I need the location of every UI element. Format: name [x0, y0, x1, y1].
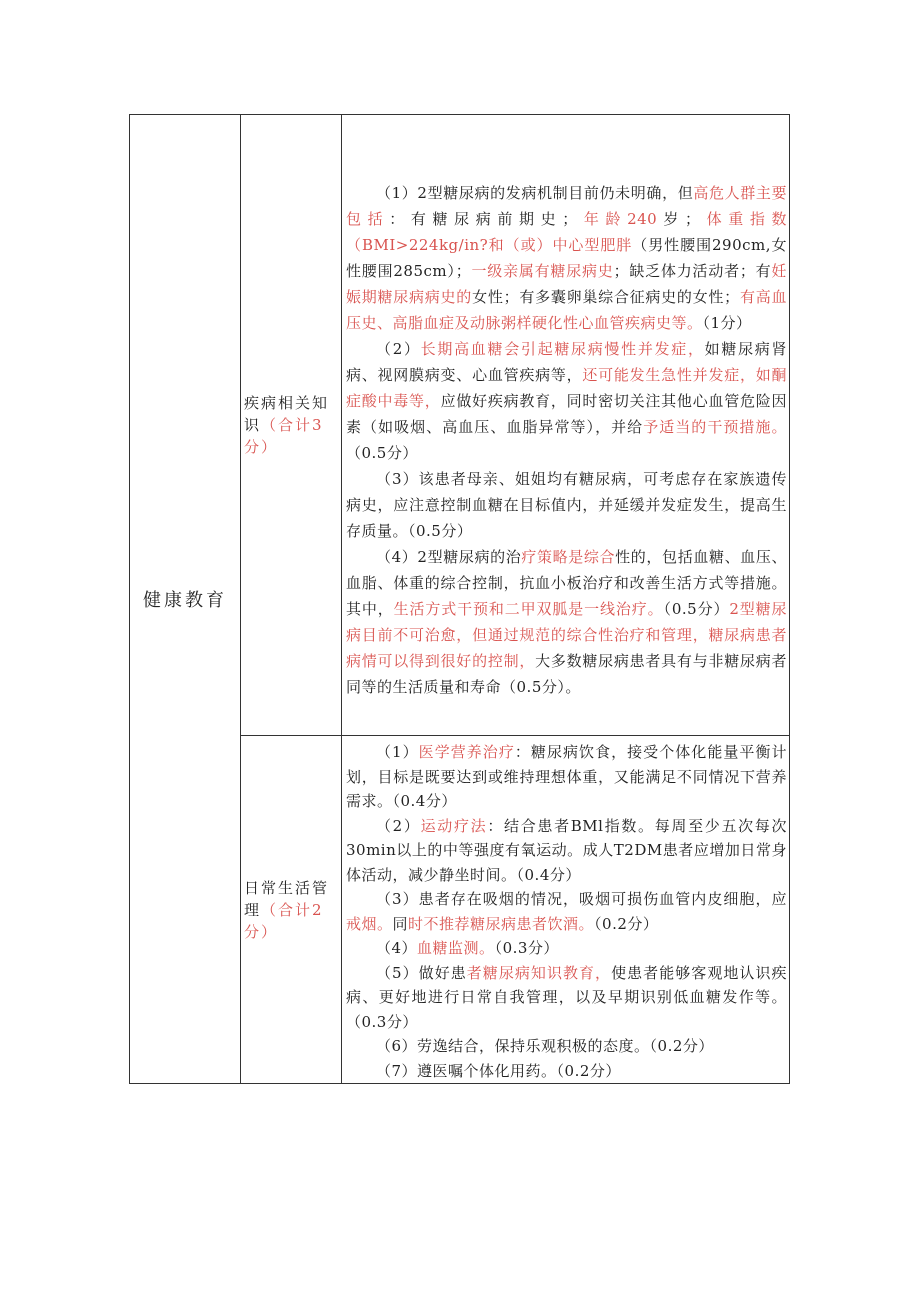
body-text: 女性；有多囊卵巢综合征病史的女性；: [472, 288, 740, 306]
body-text: 使患者能够客观地认识疾病、更好地进行日常自我管理，以及早期识别低血糖发作等。（0.3分）: [346, 963, 787, 1031]
paragraph-5: [346, 961, 787, 1035]
highlight-text: 戒烟。: [346, 914, 393, 933]
highlight-text: 长期高血糖会引起糖尿病慢性并发症，: [420, 340, 705, 358]
paragraph-6: [346, 1034, 787, 1059]
highlight-text: 妊娠期糖尿病病史的: [346, 262, 787, 306]
paragraph-4: [346, 544, 787, 700]
paragraph-2: [346, 336, 787, 466]
body-text: （4）: [376, 939, 418, 957]
paragraph-7: [346, 1059, 787, 1084]
body-text: 岁；: [657, 210, 701, 228]
paragraph-1: [346, 740, 787, 814]
row-head-score: （合计3分）: [244, 416, 324, 456]
body-text: （5）做好患: [376, 963, 467, 982]
body-text: （0.2分）: [594, 914, 659, 933]
body-text: （1）: [376, 743, 419, 761]
body-text: ：糖尿病饮食，接受个体化能量平衡计划，目标是既要达到或维持理想体重，又能满足不同情况下营养需求。（0.4分）: [346, 743, 787, 810]
body-text: （1分）: [702, 314, 752, 332]
paragraph-2: [346, 814, 787, 888]
row-head-score: （合计2分）: [244, 900, 324, 941]
highlight-text: 还可能发生急性并发症，如酮症酸中毒等，: [346, 366, 787, 410]
paragraph-4: [346, 936, 787, 961]
body-text: ；缺乏体力活动者；有: [613, 262, 772, 280]
highlight-text: 体重指数（BMI>224kg/in?和（或）中心型肥胖: [346, 210, 787, 254]
paragraph-3: [346, 466, 787, 544]
body-text: ：有糖尿病前期史；: [389, 210, 578, 228]
highlight-text: 高危人群主要包括: [346, 184, 787, 228]
body-text: （2）: [376, 816, 421, 835]
row-head-label: 疾病相关知识: [244, 394, 330, 434]
body-text: （7）遵医嘱个体化用药。（0.2分）: [376, 1061, 621, 1080]
highlight-text: 有高血压史、高脂血症及动脉粥样硬化性心血管疾病史等。: [346, 288, 787, 332]
body-text: ：结合患者BMl指数。每周至少五次每次30min以上的中等强度有氧运动。成人T2DM患者应增加日常身体活动，减少静坐时间。（0.4分）: [346, 816, 787, 884]
body-text: 如糖尿病肾病、视网膜病变、心血管疾病等，: [346, 340, 787, 384]
body-text: （男性腰围290cm,女性腰围285cm）；: [346, 236, 787, 280]
paragraph-1: [346, 180, 787, 336]
highlight-text: 予适当的干预措施。: [643, 418, 787, 436]
body-text: （0.5分）: [346, 444, 418, 462]
disease-knowledge-content: [342, 115, 790, 736]
body-text: （4）2型糖尿病的治: [376, 548, 522, 566]
health-education-table: [129, 114, 790, 1084]
highlight-text: 时不推荐糖尿病患者饮酒。: [408, 914, 595, 933]
highlight-text: 2型糖尿病目前不可治愈，但通过规范的综合性治疗和管理，糖尿病患者病情可以得到很好的控制，: [346, 600, 787, 670]
highlight-text: 者糖尿病知识教育，: [466, 963, 612, 982]
highlight-text: 一级亲属有糖尿病史: [471, 262, 614, 280]
row-head-label: 日常生活管理: [244, 878, 330, 919]
row-head-daily-life: [241, 736, 342, 1084]
body-text: （6）劳逸结合，保持乐观积极的态度。（0.2分）: [376, 1037, 714, 1055]
body-text: 性的，包括血糖、血压、血脂、体重的综合控制，抗血小板治疗和改善生活方式等措施。其中，: [346, 548, 787, 618]
body-text: 同: [392, 914, 409, 933]
highlight-text: 生活方式干预和二甲双胍是一线治疗。: [393, 600, 664, 618]
body-text: 大多数糖尿病患者具有与非糖尿病者同等的生活质量和寿命（0.5分）。: [346, 652, 787, 696]
paragraph-3: [346, 887, 787, 936]
body-text: （3）患者存在吸烟的情况，吸烟可损伤血管内皮细胞，应: [376, 890, 787, 908]
highlight-text: 血糖监测。: [417, 939, 495, 957]
section-title: 健康教育: [130, 115, 241, 1084]
body-text: （0.5分）: [663, 600, 730, 618]
table-row: [130, 115, 790, 736]
highlight-text: 医学营养治疗: [418, 743, 515, 761]
highlight-text: 疗策略是综合: [521, 548, 616, 566]
highlight-text: 年龄240: [577, 210, 658, 228]
body-text: （2）: [376, 340, 421, 358]
body-text: （0.3分）: [494, 939, 559, 957]
body-text: （1）2型糖尿病的发病机制目前仍未明确，但: [376, 184, 694, 202]
body-text: （3）该患者母亲、姐姐均有糖尿病，可考虑存在家族遗传病史，应注意控制血糖在目标值内，并延缓并发症发生，提高生存质量。（0.5分）: [346, 470, 787, 540]
daily-life-content: [342, 736, 790, 1084]
row-head-disease-knowledge: [241, 115, 342, 736]
body-text: 应做好疾病教育，同时密切关注其他心血管危险因素（如吸烟、高血压、血脂异常等），并给: [346, 392, 787, 436]
highlight-text: 运动疗法: [420, 816, 488, 835]
